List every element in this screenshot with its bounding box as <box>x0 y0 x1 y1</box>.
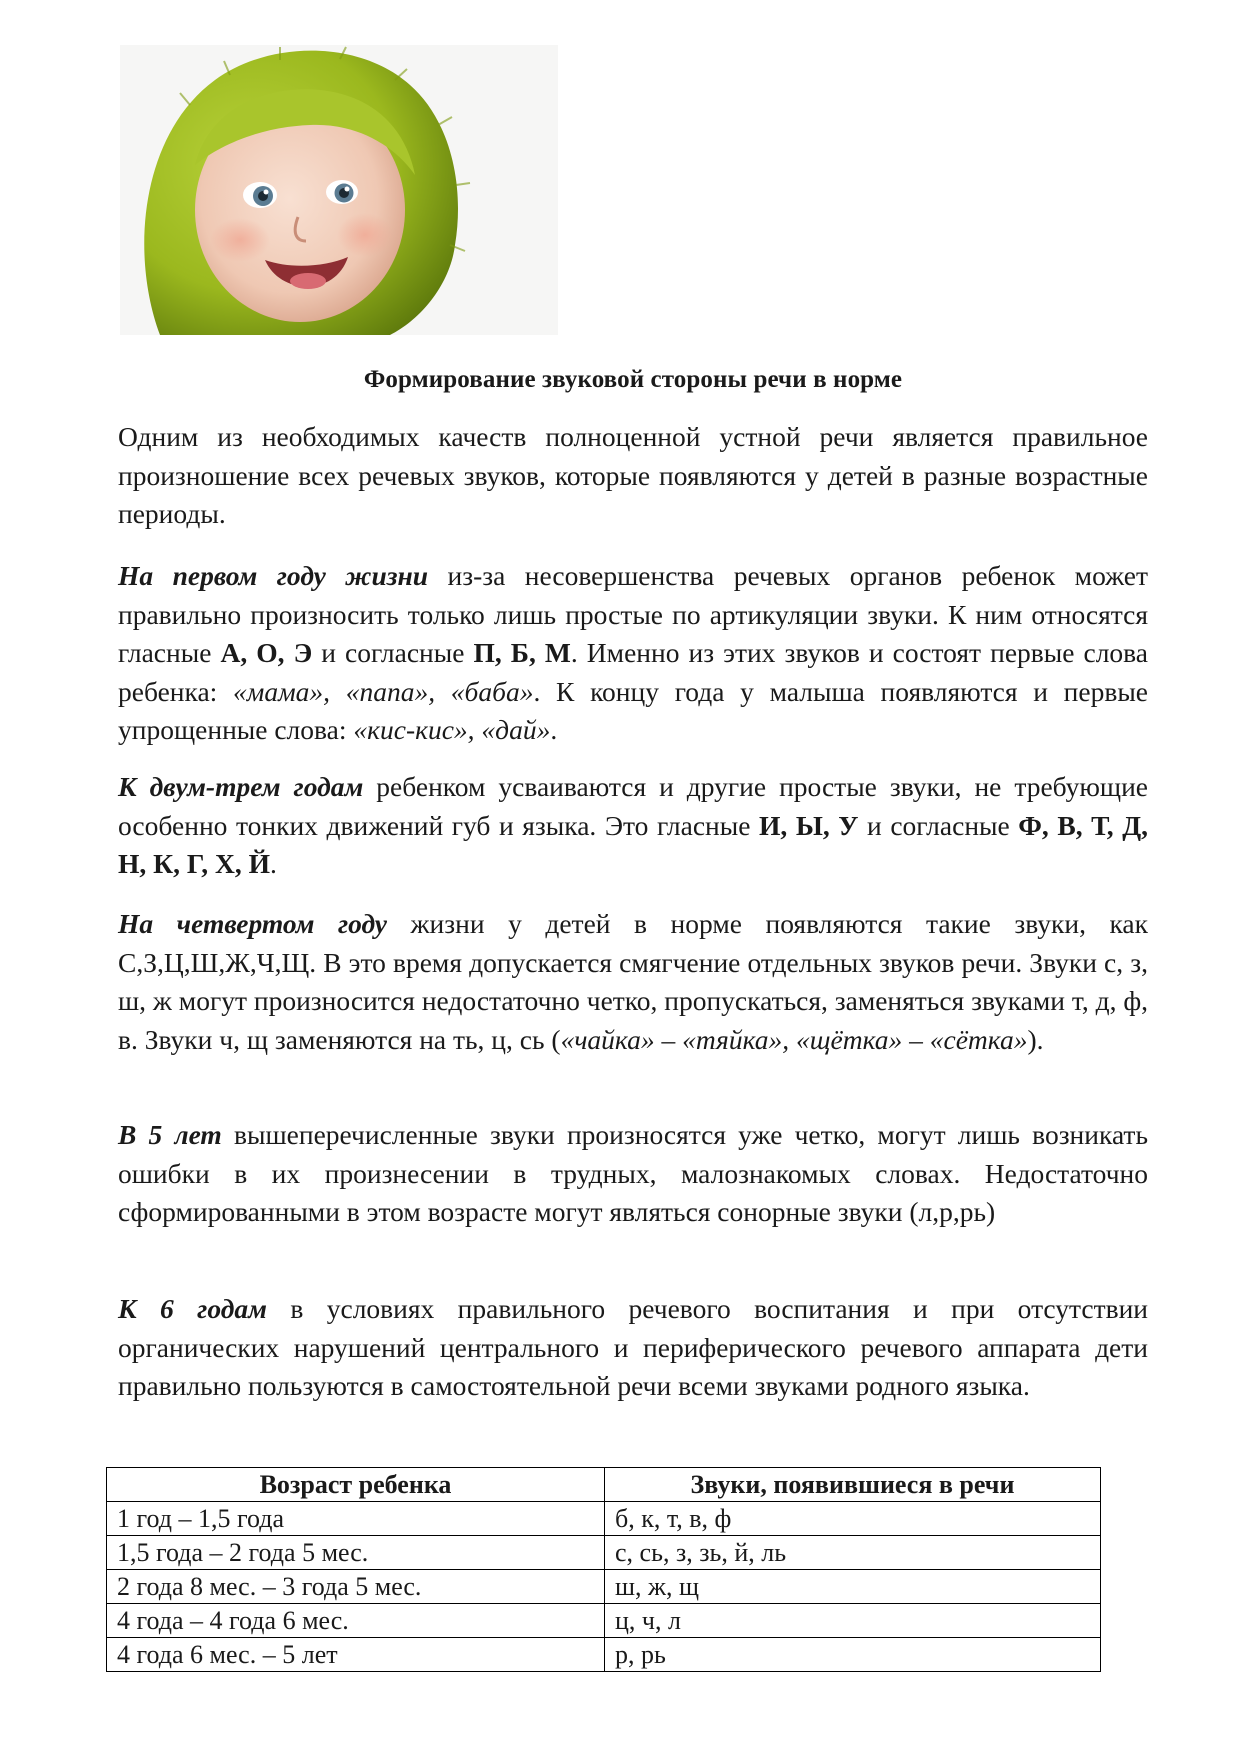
lead-five-years: В 5 лет <box>118 1119 222 1150</box>
baby-photo <box>120 45 558 335</box>
paragraph-first-year <box>118 557 1148 750</box>
text-segment: . <box>269 848 277 879</box>
text-segment: . К концу года у малыша появляются и первые упрощенные слова: <box>118 675 1149 745</box>
page-title: Формирование звуковой стороны речи в норме <box>363 366 903 393</box>
text-segment: . Именно из этих звуков и состоят первые слова ребенка: <box>118 637 1148 707</box>
vowels-first-year: А, О, Э <box>220 637 313 668</box>
paragraph-six-years <box>118 1290 1148 1406</box>
sounds-cell: б, к, т, в, ф <box>605 1502 1101 1536</box>
lead-first-year: На первом году жизни <box>118 560 429 591</box>
simple-words: «кис-кис», «дай» <box>353 714 551 745</box>
text-segment: ). <box>1027 1023 1044 1055</box>
table-row <box>107 1570 1101 1604</box>
paragraph-fourth-year <box>118 905 1148 1059</box>
lead-fourth-year: На четвертом году <box>118 908 388 939</box>
table-row <box>107 1502 1101 1536</box>
sounds-cell: ш, ж, щ <box>605 1570 1101 1604</box>
table-row <box>107 1638 1101 1672</box>
first-words: «мама», «папа», «баба» <box>233 675 534 707</box>
table-header-row <box>107 1468 1101 1502</box>
text-segment: и согласные <box>858 809 1019 841</box>
baby-illustration <box>120 45 558 335</box>
consonants-two-three: Ф, В, Т, Д, Н, К, Г, Х, Й <box>118 809 1148 879</box>
paragraph-five-years <box>118 1116 1148 1232</box>
table-row <box>107 1536 1101 1570</box>
sounds-cell: с, сь, з, зь, й, ль <box>605 1536 1101 1570</box>
sounds-cell: р, рь <box>605 1638 1101 1672</box>
text-segment: вышеперечисленные звуки произносятся уже четко, могут лишь возникать ошибки в их произнесении в трудных, малознакомых словах. Недостаточно сформированными в этом возрасте могут являться сонорные звуки (л,р,рь) <box>118 1119 1148 1227</box>
paragraph-two-three <box>118 768 1148 884</box>
text-segment: жизни у детей в норме появляются такие звуки, как С,З,Ц,Ш,Ж,Ч,Щ. В это время допускается смягчение отдельных звуков речи. Звуки с, з, ш, ж могут произносится недостаточно четко, пропускаться, заменяться звуками т, д, ф, в. Звуки ч, щ заменяются на ть, ц, сь ( <box>118 908 1149 1055</box>
sounds-cell: ц, ч, л <box>605 1604 1101 1638</box>
age-cell: 4 года 6 мес. – 5 лет <box>107 1638 605 1672</box>
intro-paragraph: Одним из необходимых качеств полноценной устной речи является правильное произношение всех речевых звуков, которые появляются у детей в разные возрастные периоды. <box>118 421 1148 529</box>
text-segment: из-за несовершенства речевых органов ребенок может правильно произносить только лишь простые по артикуляции звуки. К ним относятся гласные <box>118 560 1148 668</box>
consonants-first-year: П, Б, М <box>473 637 571 668</box>
vowels-two-three: И, Ы, У <box>759 809 859 841</box>
age-cell: 2 года 8 мес. – 3 года 5 мес. <box>107 1570 605 1604</box>
text-segment: ребенком усваиваются и другие простые звуки, не требующие особенно тонких движений губ и языка. Это гласные <box>118 771 1148 841</box>
column-header-age: Возраст ребенка <box>107 1468 605 1502</box>
sounds-by-age-table <box>106 1467 1101 1672</box>
text-segment: и согласные <box>312 637 474 668</box>
substitution-examples: «чайка» – «тяйка», «щётка» – «сётка» <box>560 1023 1028 1055</box>
age-cell: 1,5 года – 2 года 5 мес. <box>107 1536 605 1570</box>
text-segment: в условиях правильного речевого воспитания и при отсутствии органических нарушений центрального и периферического речевого аппарата дети правильно пользуются в самостоятельной речи всеми звуками родного языка. <box>118 1293 1149 1401</box>
age-cell: 4 года – 4 года 6 мес. <box>107 1604 605 1638</box>
lead-two-three: К двум-трем годам <box>118 771 364 802</box>
age-cell: 1 год – 1,5 года <box>107 1502 605 1536</box>
column-header-sounds: Звуки, появившиеся в речи <box>605 1468 1101 1502</box>
table-row <box>107 1604 1101 1638</box>
lead-six-years: К 6 годам <box>118 1293 267 1324</box>
text-segment: . <box>550 714 558 745</box>
